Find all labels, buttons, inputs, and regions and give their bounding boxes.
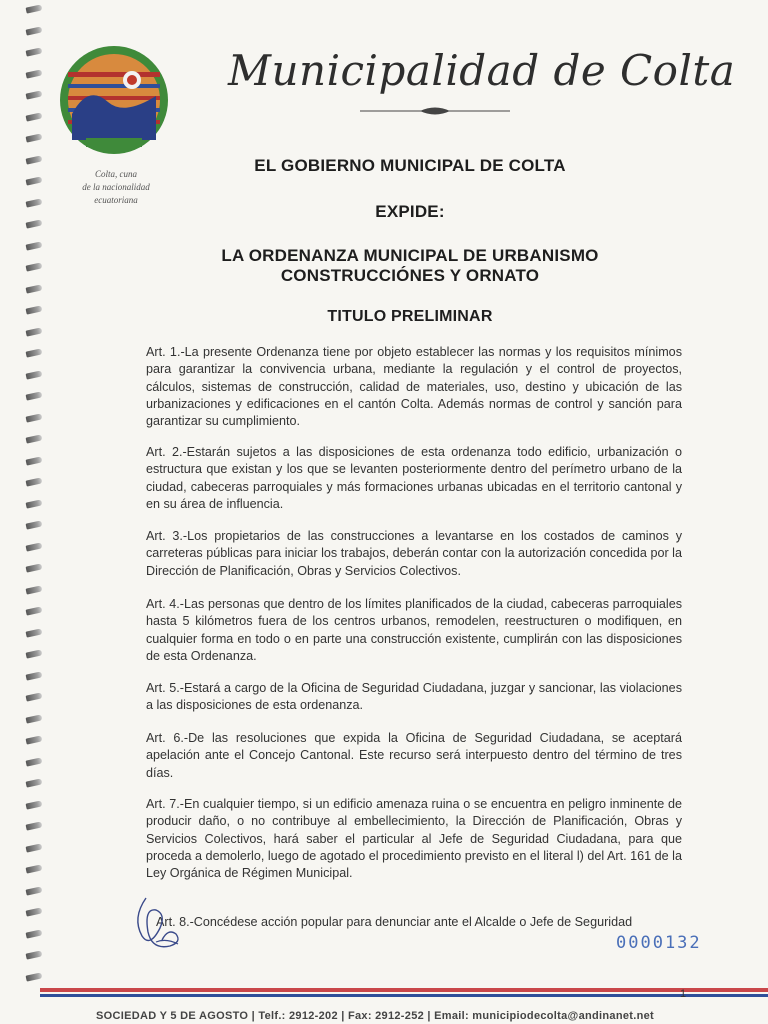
article-text: Art. 1.-La presente Ordenanza tiene por objeto establecer las normas y los requisitos mínimos para garantizar la convivencia urbana, mediante la regulación y el control de proyectos, cálculos, sistemas de construcción, calidad de materiales, uso, destino y ubicación de las urbanizaciones y edificaciones en el cantón Colta. Además normas de control y sanción para garantizar su cumplimiento. (146, 345, 682, 429)
binding-ring (26, 90, 43, 99)
binding-ring (26, 69, 43, 78)
article-2 (146, 444, 682, 513)
binding-ring (26, 262, 43, 271)
binding-ring (26, 757, 43, 766)
binding-ring (26, 456, 43, 465)
footer-red-stripe (40, 988, 768, 992)
binding-ring (26, 563, 43, 572)
binding-ring (26, 864, 43, 873)
binding-ring (26, 477, 43, 486)
ordinance-title-line2: CONSTRUCCIÓNES Y ORNATO (280, 266, 540, 285)
logo-caption-line: Colta, cuna (95, 169, 137, 179)
article-text: Art. 2.-Estarán sujetos a las disposiciones de esta ordenanza todo edificio, urbanización o estructura que existan y los que se levanten posteriormente dentro del perímetro urbano de la ciudad, cabeceras parroquiales y más formaciones urbanas ubicadas en el territorio cantonal y en su área de influencia. (146, 445, 682, 511)
footer-blue-stripe (40, 994, 768, 997)
binding-ring (26, 413, 43, 422)
binding-ring (26, 585, 43, 594)
logo-caption-line: de la nacionalidad (82, 182, 150, 192)
article-3 (146, 528, 682, 580)
binding-ring (26, 305, 43, 314)
binding-ring (26, 907, 43, 916)
binding-ring (26, 735, 43, 744)
binding-ring (26, 671, 43, 680)
binding-ring (26, 542, 43, 551)
binding-ring (26, 778, 43, 787)
binding-ring (26, 47, 43, 56)
article-1 (146, 344, 682, 430)
article-text: Art. 6.-De las resoluciones que expida la Oficina de Seguridad Ciudadana, se aceptará apelación ante el Concejo Cantonal. Este recurso será interpuesto dentro del término de tres días. (146, 731, 682, 780)
action-heading: EXPIDE: (375, 202, 445, 221)
binding-ring (26, 649, 43, 658)
binding-ring (26, 370, 43, 379)
title-ornament (360, 106, 510, 116)
binding-ring (26, 499, 43, 508)
page-number: 1 (680, 988, 687, 1000)
binding-ring (26, 692, 43, 701)
binding-ring (26, 26, 43, 35)
binding-ring (26, 843, 43, 852)
article-6 (146, 730, 682, 782)
binding-ring (26, 112, 43, 121)
binding-ring (26, 391, 43, 400)
logo-caption-line: ecuatoriana (94, 195, 138, 205)
binding-ring (26, 800, 43, 809)
spiral-binding (14, 0, 54, 1000)
municipal-logo (58, 44, 170, 156)
article-text: Art. 8.-Concédese acción popular para denunciar ante el Alcalde o Jefe de Seguridad (156, 915, 633, 929)
binding-ring (26, 241, 43, 250)
binding-ring (26, 198, 43, 207)
article-text: Art. 3.-Los propietarios de las construcciones a levantarse en los costados de caminos y carreteras públicas para iniciar los trabajos, deberán contar con la autorización concedida por la Dirección de Planificación, Obras y Servicios Colectivos. (146, 529, 682, 578)
binding-ring (26, 606, 43, 615)
article-7 (146, 796, 682, 882)
binding-ring (26, 155, 43, 164)
binding-ring (26, 434, 43, 443)
article-8 (156, 914, 682, 931)
binding-ring (26, 520, 43, 529)
binding-ring (26, 929, 43, 938)
article-4 (146, 596, 682, 665)
binding-ring (26, 628, 43, 637)
binding-ring (26, 327, 43, 336)
section-title: TITULO PRELIMINAR (327, 308, 493, 325)
binding-ring (26, 348, 43, 357)
municipality-title: Municipalidad de Colta (228, 46, 736, 95)
binding-ring (26, 133, 43, 142)
binding-ring (26, 972, 43, 981)
issuer-heading: EL GOBIERNO MUNICIPAL DE COLTA (254, 156, 566, 175)
binding-ring (26, 886, 43, 895)
binding-ring (26, 821, 43, 830)
binding-ring (26, 714, 43, 723)
binding-ring (26, 219, 43, 228)
article-5 (146, 680, 682, 715)
binding-ring (26, 284, 43, 293)
page-stamp-number: 0000132 (616, 933, 702, 953)
footer-contact: SOCIEDAD Y 5 DE AGOSTO | Telf.: 2912-202 | Fax: 2912-252 | Email: municipiodecolta@andinanet.net (96, 1010, 654, 1022)
binding-ring (26, 4, 43, 13)
article-text: Art. 7.-En cualquier tiempo, si un edificio amenaza ruina o se encuentra en peligro inminente de producir daño, o no contribuye al embellecimiento, la Dirección de Planificación, Obras y Servicios Colectivos, hará saber el particular al Jefe de Seguridad Ciudadana, para que proceda a demolerlo, luego de agotado el procedimiento previsto en el literal l) del Art. 161 de la Ley Orgánica de Régimen Municipal. (146, 797, 682, 881)
binding-ring (26, 950, 43, 959)
article-text: Art. 5.-Estará a cargo de la Oficina de Seguridad Ciudadana, juzgar y sancionar, las violaciones a las disposiciones de esta ordenanza. (146, 681, 682, 713)
handwritten-signature (126, 888, 196, 958)
binding-ring (26, 176, 43, 185)
ordinance-title-line1: LA ORDENANZA MUNICIPAL DE URBANISMO (221, 246, 599, 265)
article-text: Art. 4.-Las personas que dentro de los límites planificados de la ciudad, cabeceras parroquiales hasta 5 kilómetros fuera de los centros urbanos, remodelen, reestructuren o modifiquen, en cualquier forma en todo o en parte una construcción existente, cumplirán con las disposiciones de esta Ordenanza. (146, 597, 682, 663)
